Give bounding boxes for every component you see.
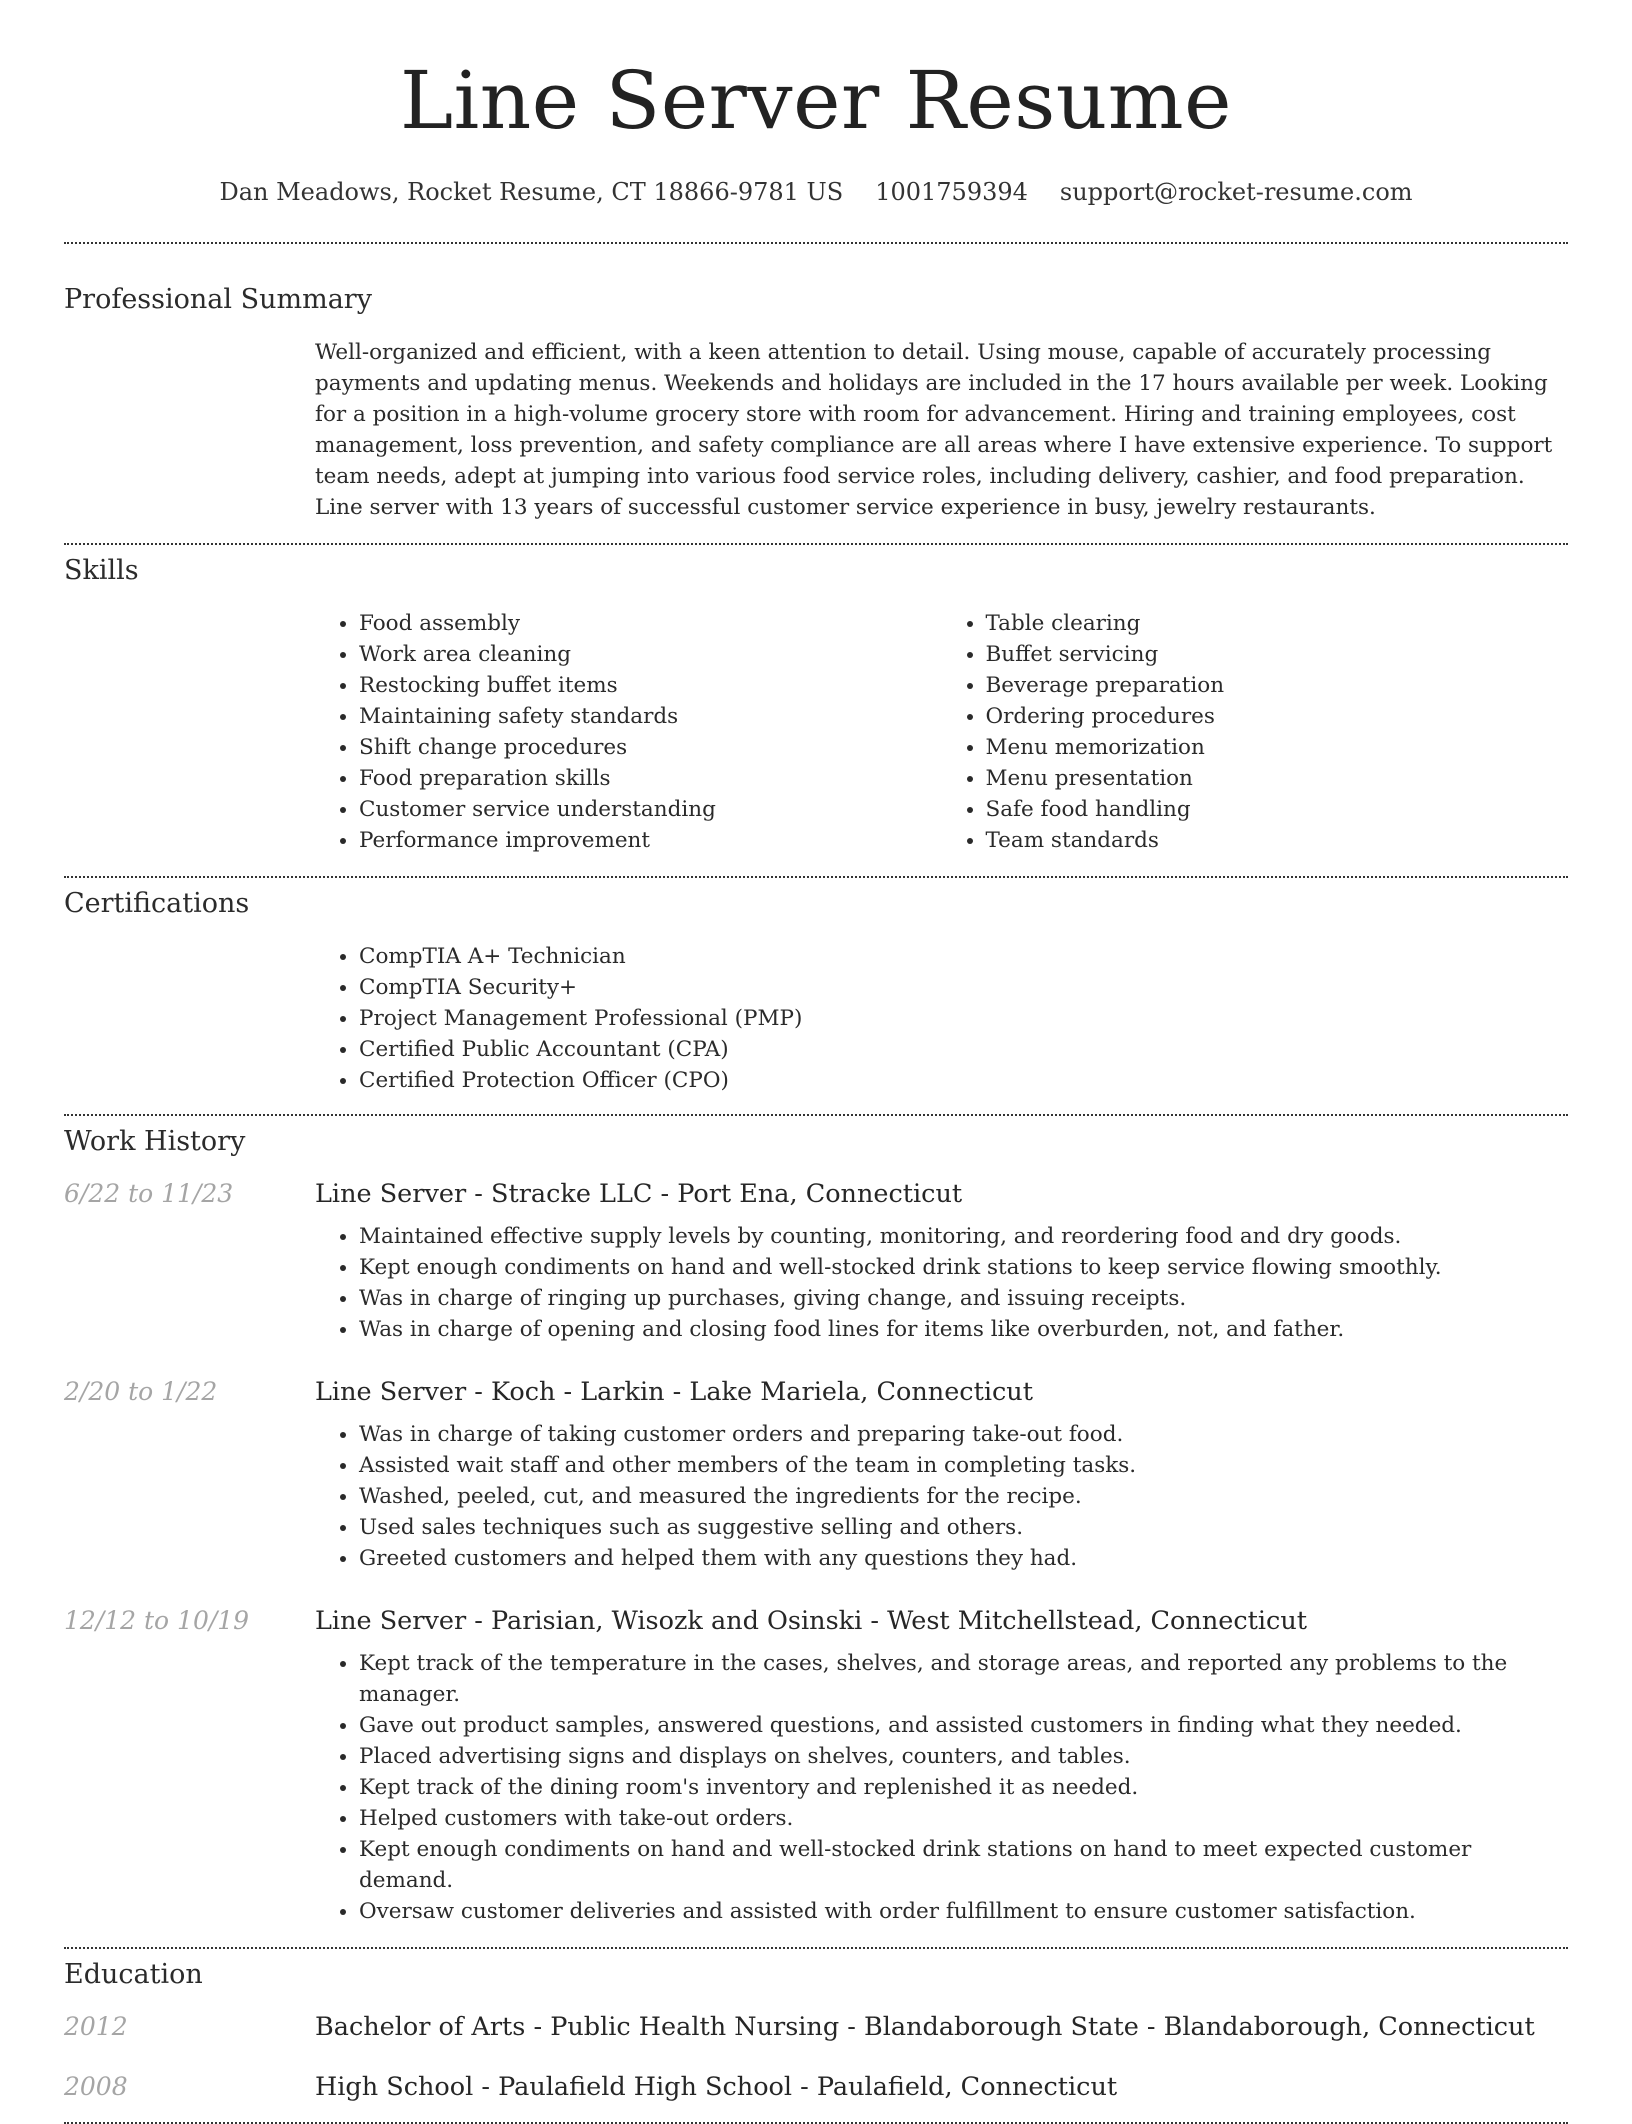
job-header <box>64 1377 1568 1407</box>
certifications-list <box>315 941 1568 1096</box>
job-bullet: • Kept track of the temperature in the cases, shelves, and storage areas, and reported any problems to the manager. <box>359 1648 1568 1710</box>
section-divider <box>64 242 1568 244</box>
certifications-section <box>64 888 1568 1096</box>
certifications-body <box>315 941 1568 1096</box>
skill-item: • Buffet servicing <box>986 639 1569 670</box>
skill-item: • Table clearing <box>986 608 1569 639</box>
job-bullet: • Kept enough condiments on hand and well-stocked drink stations on hand to meet expected customer demand. <box>359 1834 1568 1896</box>
contact-line <box>64 178 1568 206</box>
job-body <box>315 1419 1568 1574</box>
education-year: 2008 <box>64 2072 128 2101</box>
job-entry <box>64 1179 1568 1345</box>
job-bullet: • Placed advertising signs and displays on shelves, counters, and tables. <box>359 1741 1568 1772</box>
skill-item: • Shift change procedures <box>359 732 942 763</box>
skill-item: • Beverage preparation <box>986 670 1569 701</box>
summary-section <box>64 284 1568 523</box>
summary-heading: Professional Summary <box>64 284 372 315</box>
certification-item: • Project Management Professional (PMP) <box>359 1003 1568 1034</box>
skill-item: • Safe food handling <box>986 794 1569 825</box>
certification-item: • Certified Protection Officer (CPO) <box>359 1065 1568 1096</box>
contact-email: support@rocket-resume.com <box>1059 178 1413 206</box>
resume-title: Line Server Resume <box>400 54 1232 147</box>
job-bullet: • Kept track of the dining room's inventory and replenished it as needed. <box>359 1772 1568 1803</box>
skills-list-right <box>942 608 1569 856</box>
education-entry <box>64 2072 1568 2102</box>
education-entry <box>64 2012 1568 2042</box>
job-bullet: • Was in charge of opening and closing food lines for items like overburden, not, and father. <box>359 1314 1568 1345</box>
job-bullet: • Kept enough condiments on hand and well-stocked drink stations to keep service flowing smoothly. <box>359 1252 1568 1283</box>
job-bullet: • Was in charge of ringing up purchases, giving change, and issuing receipts. <box>359 1283 1568 1314</box>
job-bullet: • Oversaw customer deliveries and assisted with order fulfillment to ensure customer satisfaction. <box>359 1896 1568 1927</box>
skill-item: • Food assembly <box>359 608 942 639</box>
certification-item: • CompTIA Security+ <box>359 972 1568 1003</box>
contact-phone: 1001759394 <box>875 178 1028 206</box>
job-bullets <box>315 1648 1568 1927</box>
job-bullet: • Assisted wait staff and other members of the team in completing tasks. <box>359 1450 1568 1481</box>
job-entry <box>64 1606 1568 1927</box>
education-heading: Education <box>64 1959 203 1990</box>
skill-item: • Customer service understanding <box>359 794 942 825</box>
skills-heading: Skills <box>64 555 139 586</box>
skill-item: • Restocking buffet items <box>359 670 942 701</box>
job-entry <box>64 1377 1568 1574</box>
skills-section <box>64 555 1568 856</box>
skill-item: • Menu memorization <box>986 732 1569 763</box>
job-bullet: • Was in charge of taking customer orders and preparing take-out food. <box>359 1419 1568 1450</box>
skill-item: • Maintaining safety standards <box>359 701 942 732</box>
job-bullet: • Washed, peeled, cut, and measured the ingredients for the recipe. <box>359 1481 1568 1512</box>
education-title: High School - Paulafield High School - Paulafield, Connecticut <box>315 2072 1118 2102</box>
job-body <box>315 1221 1568 1345</box>
certification-item: • CompTIA A+ Technician <box>359 941 1568 972</box>
certification-item: • Certified Public Accountant (CPA) <box>359 1034 1568 1065</box>
skill-item: • Team standards <box>986 825 1569 856</box>
job-title: Line Server - Stracke LLC - Port Ena, Connecticut <box>315 1179 963 1209</box>
job-bullet: • Used sales techniques such as suggestive selling and others. <box>359 1512 1568 1543</box>
job-header <box>64 1179 1568 1209</box>
job-header <box>64 1606 1568 1636</box>
job-bullet: • Maintained effective supply levels by counting, monitoring, and reordering food and dry goods. <box>359 1221 1568 1252</box>
skills-columns <box>315 608 1568 856</box>
contact-address: Dan Meadows, Rocket Resume, CT 18866-9781 US <box>219 178 844 206</box>
job-bullets <box>315 1221 1568 1345</box>
certifications-heading: Certifications <box>64 888 250 919</box>
job-dates: 6/22 to 11/23 <box>64 1179 234 1208</box>
job-bullet: • Helped customers with take-out orders. <box>359 1803 1568 1834</box>
job-bullets <box>315 1419 1568 1574</box>
section-divider <box>64 1114 1568 1116</box>
skill-item: • Performance improvement <box>359 825 942 856</box>
job-body <box>315 1648 1568 1927</box>
skill-item: • Ordering procedures <box>986 701 1569 732</box>
work-history-heading: Work History <box>64 1126 246 1157</box>
summary-text: Well-organized and efficient, with a keen attention to detail. Using mouse, capable of accurately processing payments and updating menus. Weekends and holidays are included in the 17 hours available per week. Looking for a position in a high-volume grocery store with room for advancement. Hiring and training employees, cost management, loss prevention, and safety compliance are all areas where I have extensive experience. To support team needs, adept at jumping into various food service roles, including delivery, cashier, and food preparation. Line server with 13 years of successful customer service experience in busy, jewelry restaurants. <box>315 340 1553 520</box>
job-dates: 2/20 to 1/22 <box>64 1377 218 1406</box>
section-divider <box>64 543 1568 545</box>
education-section <box>64 1959 1568 2102</box>
skills-list-left <box>315 608 942 856</box>
job-title: Line Server - Parisian, Wisozk and Osinski - West Mitchellstead, Connecticut <box>315 1606 1307 1636</box>
job-title: Line Server - Koch - Larkin - Lake Mariela, Connecticut <box>315 1377 1033 1407</box>
section-divider <box>64 1947 1568 1949</box>
job-bullet: • Greeted customers and helped them with any questions they had. <box>359 1543 1568 1574</box>
work-history-section <box>64 1126 1568 1927</box>
education-title: Bachelor of Arts - Public Health Nursing - Blandaborough State - Blandaborough, Connecticut <box>315 2012 1535 2042</box>
job-dates: 12/12 to 10/19 <box>64 1606 250 1635</box>
skill-item: • Work area cleaning <box>359 639 942 670</box>
education-year: 2012 <box>64 2012 128 2041</box>
summary-body <box>315 337 1568 523</box>
section-divider <box>64 876 1568 878</box>
skill-item: • Food preparation skills <box>359 763 942 794</box>
job-bullet: • Gave out product samples, answered questions, and assisted customers in finding what they needed. <box>359 1710 1568 1741</box>
skill-item: • Menu presentation <box>986 763 1569 794</box>
